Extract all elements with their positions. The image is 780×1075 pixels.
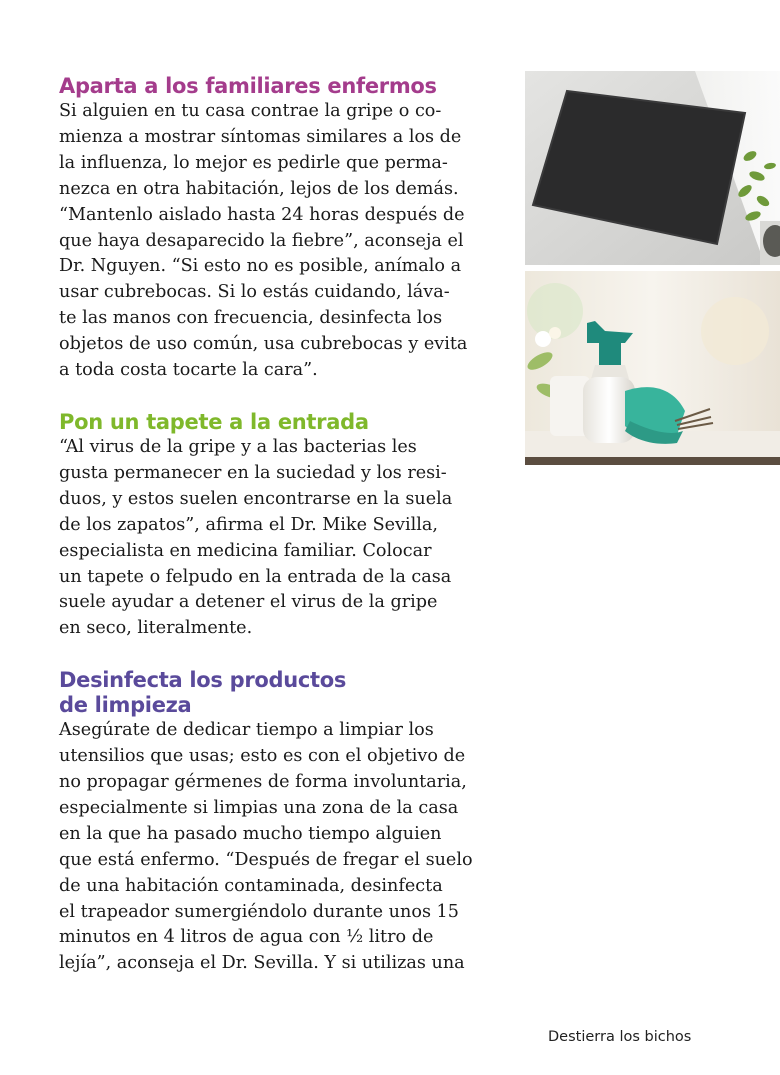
section-disinfect-tools	[59, 668, 491, 977]
cleaning-spray-photo	[525, 271, 780, 465]
article-column	[59, 74, 491, 1003]
section-body: Si alguien en tu casa contrae la gripe o co- mienza a mostrar síntomas similares a los de la influenza, lo mejor es pedirle que perma- nezca en otra habitación, lejos de los demás. “Mantenlo aislado hasta 24 horas después de que haya desaparecido la fiebre”, aconseja el Dr. Nguyen. “Si esto no es posible, anímalo a usar cubrebocas. Si lo estás cuidando, láva- te las manos con frecuencia, desinfecta los objetos de uso común, usa cubrebocas y evita a toda costa tocarte la cara”.	[59, 101, 468, 381]
section-body: Asegúrate de dedicar tiempo a limpiar los utensilios que usas; esto es con el objetivo de no propagar gérmenes de forma involuntaria, especialmente si limpias una zona de la casa en la que ha pasado mucho tiempo alguien que está enfermo. “Después de fregar el suelo de una habitación contaminada, desinfecta el trapeador sumergiéndolo durante unos 15 minutos en 4 litros de agua con ½ litro de lejía”, aconseja el Dr. Sevilla. Y si utilizas una	[59, 720, 473, 974]
section-body: “Al virus de la gripe y a las bacterias les gusta permanecer en la suciedad y los resi- duos, y estos suelen encontrarse en la suela de los zapatos”, afirma el Dr. Mike Sevilla, especialista en medicina familiar. Colocar un tapete o felpudo en la entrada de la casa suele ayudar a detener el virus de la gripe en seco, literalmente.	[59, 436, 453, 639]
section-heading: Desinfecta los productos de limpieza	[59, 668, 347, 718]
section-heading: Pon un tapete a la entrada	[59, 409, 369, 434]
section-heading: Aparta a los familiares enfermos	[59, 74, 437, 98]
page-footer: Destierra los bichos	[548, 1029, 692, 1045]
section-isolate-sick	[59, 74, 491, 384]
section-doormat	[59, 410, 491, 642]
doormat-photo	[525, 71, 780, 265]
